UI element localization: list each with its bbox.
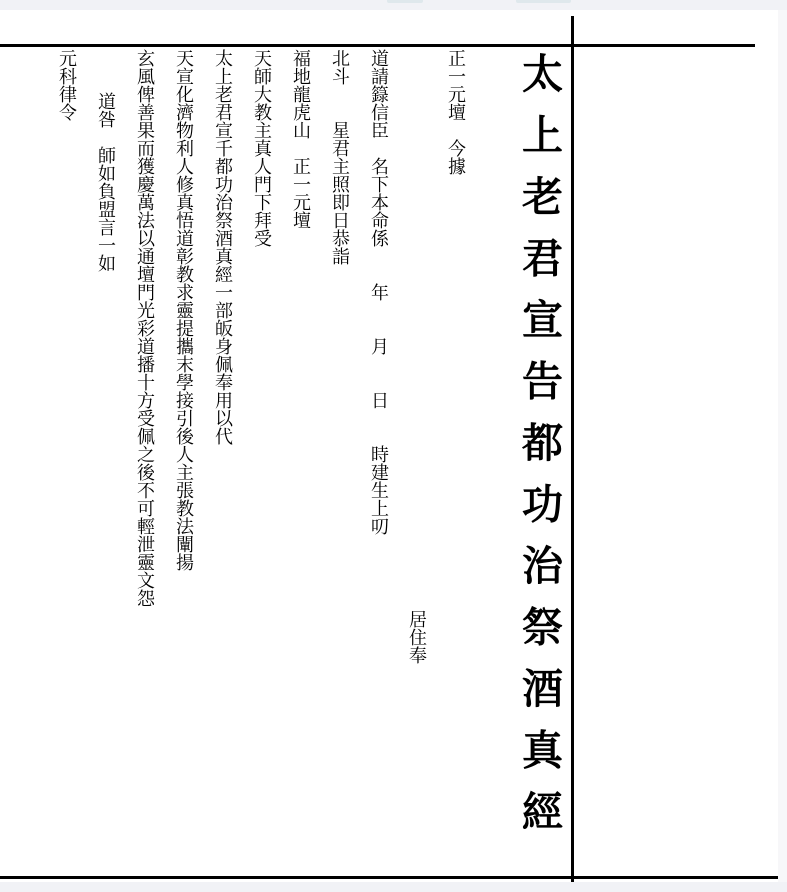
text-column-3: 道請籙信臣 名下本命係 年 月 日 時建生上叨 (367, 49, 389, 535)
text-column-6: 天師大教主真人門下拜受 (250, 49, 272, 247)
document-page (0, 10, 778, 882)
toolbar-hint-left (387, 0, 423, 3)
text-column-8: 天宣化濟物利人修真悟道彰教求靈提攜末學接引後人主張教法闡揚 (172, 49, 194, 571)
text-column-1: 正一元壇 今據 (444, 49, 466, 175)
text-column-2: 居住奉 (405, 610, 427, 664)
vertical-scrollbar[interactable] (778, 10, 787, 882)
viewer-bottom-strip (0, 882, 787, 892)
title-divider-rule (571, 16, 574, 882)
text-column-7: 太上老君宣千都功治祭酒真經一部皈身佩奉用以代 (211, 49, 233, 445)
text-column-10: 道咎 師如負盟言一如 (94, 92, 116, 272)
bottom-border-rule (0, 876, 778, 879)
toolbar-hint-right (516, 0, 571, 3)
top-border-rule (0, 44, 755, 47)
text-column-4: 北斗 星君主照即日恭詣 (328, 49, 350, 265)
document-title: 太上老君宣告都功治祭酒真經 (515, 52, 563, 852)
text-column-11: 元科律令 (55, 49, 77, 121)
viewer-top-bar (0, 0, 787, 10)
text-column-5: 福地龍虎山 正一元壇 (289, 49, 311, 229)
text-column-9: 玄風俾善果而獲慶萬法以通壇門光彩道播十方受佩之後不可輕泄靈文怨 (133, 49, 155, 607)
